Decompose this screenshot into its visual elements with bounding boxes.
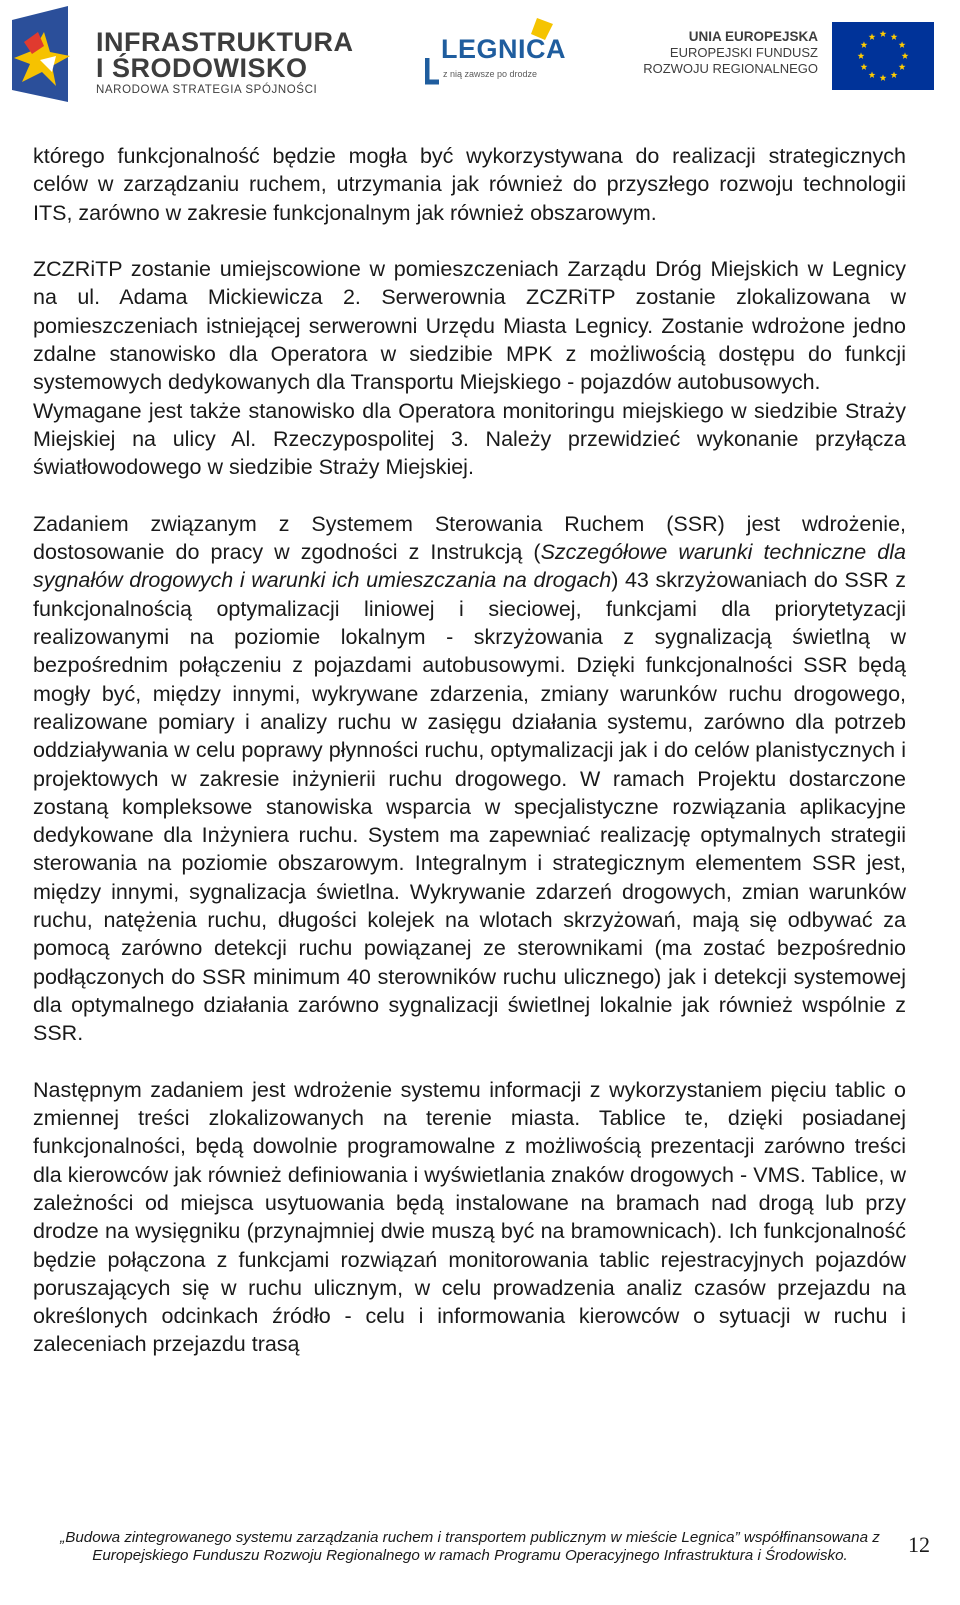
logo-is-line3: NARODOWA STRATEGIA SPÓJNOŚCI [96,84,318,96]
legnica-name: LEGNICA [441,34,566,64]
ssr-text-before: Zadaniem związanym z Systemem Sterowania Ruchem (SSR) jest wdrożenie, dostosowanie do pracy w zgodności z Instrukcją ( [33,511,906,565]
legnica-slogan: z nią zawsze po drodze [443,69,538,79]
paragraph-spacer [33,482,906,510]
document-body [33,142,906,1359]
paragraph-zczritp-location: ZCZRiTP zostanie umiejscowione w pomieszczeniach Zarządu Dróg Miejskich w Legnicy na ul. Adama Mickiewicza 2. Serwerownia ZCZRiTP zostanie zlokalizowana w pomieszczeniach istniejącej serwerowni Urzędu Miasta Legnicy. Zostanie wdrożone jedno zdalne stanowisko dla Operatora w siedzibie MPK z możliwością dostępu do funkcji systemowych dedykowanych dla Transportu Miejskiego - pojazdów autobusowych. [33,257,906,395]
paragraph-city-guard-station: Wymagane jest także stanowisko dla Operatora monitoringu miejskiego w siedzibie Straży Miejskiej na ulicy Al. Rzeczypospolitej 3. Należy przewidzieć wykonanie przyłącza światłowodowego w siedzibie Straży Miejskiej. [33,398,906,480]
logo-is-line1: INFRASTRUKTURA [96,27,354,57]
is-emblem-icon [4,2,92,108]
logo-is-line2: I ŚRODOWISKO [96,53,308,83]
eu-text [643,28,818,77]
eu-line1: UNIA EUROPEJSKA [688,29,818,44]
infrastruktura-srodowisko-logo [4,2,354,108]
page-header [0,0,960,112]
ssr-text-after: ) 43 skrzyżowaniach do SSR z funkcjonalnością optymalizacji liniowej i sieciowej, funkcjami dla priorytetyzacji realizowanymi na poziomie lokalnym - skrzyżowania z sygnalizacją świetlną w bezpośrednim połączeniu z pojazdami autobusowymi. Dzięki funkcjonalności SSR będą mogły być, między innymi, wykrywane zdarzenia, zmiany warunków ruchu drogowego, realizowane pomiary i analizy ruchu w zasięgu działania systemu, zarówno dla potrzeb oddziaływania w celu poprawy płynności ruchu, optymalizacji jak i do celów planistycznych i projektowych w zakresie inżynierii ruchu drogowego. W ramach Projektu dostarczone zostaną kompleksowe stanowiska wsparcia w specjalistyczne rozwiązania aplikacyjne dedykowane dla Inżyniera ruchu. System ma zapewniać realizację optymalnych strategii sterowania na poziomie obszarowym. Integralnym i strategicznym elementem SSR jest, między innymi, sygnalizacja świetlna. Wykrywanie zdarzeń drogowych, zmian warunków ruchu, natężenia ruchu, długości kolejek na wlotach skrzyżowań, mają się odbywać za pomocą zarówno detekcji ruchu powiązanej ze sterownikami (ma zostać bezpośrednio podłączonych do SSR minimum 40 sterowników ruchu ulicznego) jak i detekcji systemowej dla optymalnego działania zarówno sygnalizacji świetlnej lokalnie jak również wspólnie z SSR. [33,568,907,1046]
paragraph-spacer [33,227,906,255]
paragraph-spacer [33,1048,906,1076]
ssr-instruction-title: Szczegółowe warunki techniczne dla sygnałów drogowych i warunki ich umieszczania na drogach [33,540,906,593]
paragraph-ssr-system [33,510,906,1048]
paragraph-vms-boards: Następnym zadaniem jest wdrożenie systemu informacji z wykorzystaniem pięciu tablic o zmiennej treści zlokalizowanych na terenie miasta. Tablice te, dzięki posiadanej funkcjonalności, będą dowolnie programowalne z możliwością prezentacji zarówno treści dla kierowców jak również definiowania i wyświetlania znaków drogowych - VMS. Tablice, w zależności od miejsca usytuowania będą instalowane na bramach nad drogą lub przy drodze na wysięgniku (przynajmniej dwie muszą być na bramownicach). Ich funkcjonalność będzie połączona z funkcjami rozwiązań monitorowania tablic rejestracyjnych pojazdów poruszających się w ruchu ulicznym, w celu prowadzenia analiz czasów przejazdu na określonych odcinkach źródło - celu i informowania kierowców o sytuacji w ruchu i zaleceniach przejazdu trasą [33,1077,906,1357]
footer-line2: Europejskiego Funduszu Rozwoju Regionalnego w ramach Programu Operacyjnego Infrastruktura i Środowisko. [92,1547,848,1564]
legnica-logo [425,14,565,94]
page-number: 12 [908,1532,930,1557]
eu-line3: ROZWOJU REGIONALNEGO [643,61,818,76]
eu-line2: EUROPEJSKI FUNDUSZ [669,45,818,60]
eu-logo [643,22,940,92]
paragraph-its-functionality: którego funkcjonalność będzie mogła być wykorzystywana do realizacji strategicznych celów w zarządzaniu ruchem, utrzymania jak również do przyszłego rozwoju technologii ITS, zarówno w zakresie funkcjonalnym jak również obszarowym. [33,144,906,225]
footer-line1: „Budowa zintegrowanego systemu zarządzania ruchem i transportem publicznym w mieście Legnica” współfinansowana z [60,1529,880,1546]
eu-flag-icon [832,22,934,90]
page-footer [40,1529,900,1565]
